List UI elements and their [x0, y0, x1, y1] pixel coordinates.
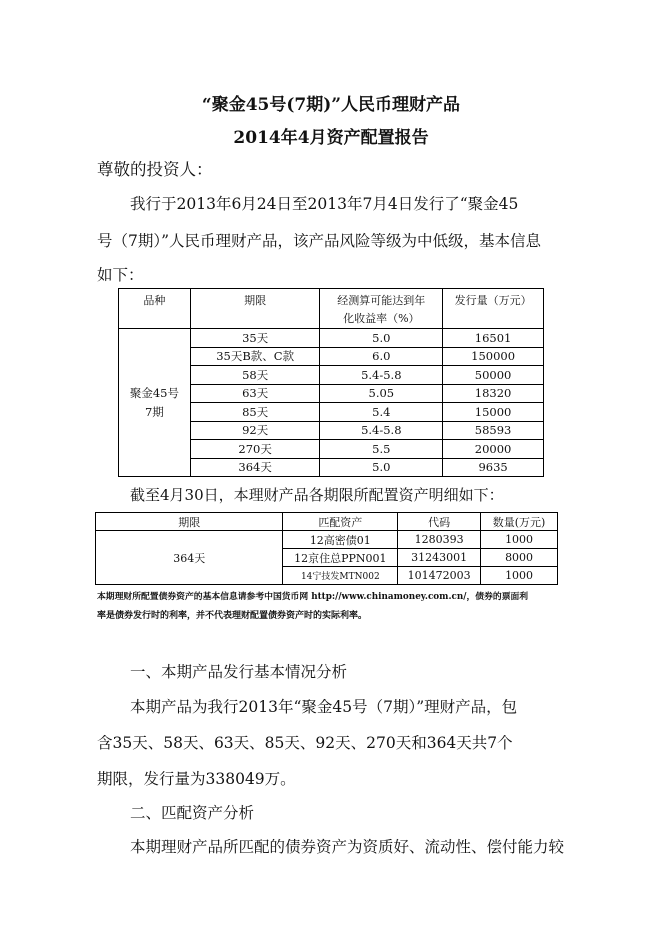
code-cell: 101472003: [398, 567, 481, 585]
header-product: 品种: [119, 289, 191, 329]
asset-term-cell: 364天: [96, 531, 283, 585]
header-volume: 发行量（万元）: [443, 289, 544, 329]
yield-cell: 5.0: [320, 458, 443, 477]
volume-cell: 150000: [443, 347, 544, 366]
term-cell: 270天: [190, 440, 320, 459]
qty-cell: 8000: [481, 549, 558, 567]
intro-line-2: 号（7期）”人民币理财产品，该产品风险等级为中低级，基本信息: [97, 232, 542, 250]
table-row: [96, 531, 558, 549]
term-cell: 35天: [190, 329, 320, 348]
note-line-2: 率是债券发行时的利率，并不代表理财配置债券资产时的实际利率。: [97, 611, 368, 621]
asset-cell: 12京住总PPN001: [283, 549, 398, 567]
title-line-2: 2014年4月资产配置报告: [233, 128, 429, 148]
volume-cell: 18320: [443, 384, 544, 403]
term-cell: 85天: [190, 403, 320, 422]
yield-cell: 5.0: [320, 329, 443, 348]
section-1-line-3: 期限，发行量为338049万。: [97, 770, 296, 788]
asset-cell: 12高密债01: [283, 531, 398, 549]
volume-cell: 20000: [443, 440, 544, 459]
product-name-line-1: 聚金45号: [129, 385, 179, 400]
qty-cell: 1000: [481, 567, 558, 585]
product-table-header: [119, 289, 544, 329]
note-line-1: 本期理财所配置债券资产的基本信息请参考中国货币网 http://www.chinamoney.com.cn/，债券的票面利: [97, 592, 529, 602]
section-1-line-1: 本期产品为我行2013年“聚金45号（7期）”理财产品，包: [130, 698, 518, 716]
asset-table: [95, 512, 558, 585]
section-1-heading: 一、本期产品发行基本情况分析: [130, 663, 348, 681]
salutation: 尊敬的投资人：: [97, 160, 213, 179]
intro-line-3: 如下：: [97, 266, 144, 284]
code-cell: 31243001: [398, 549, 481, 567]
yield-cell: 5.4-5.8: [320, 421, 443, 440]
header-qty: 数量(万元): [481, 513, 558, 531]
product-name-line-2: 7期: [144, 404, 164, 419]
header-code: 代码: [398, 513, 481, 531]
volume-cell: 9635: [443, 458, 544, 477]
yield-cell: 5.05: [320, 384, 443, 403]
volume-cell: 16501: [443, 329, 544, 348]
volume-cell: 15000: [443, 403, 544, 422]
term-cell: 63天: [190, 384, 320, 403]
asset-table-header: [96, 513, 558, 531]
yield-cell: 5.5: [320, 440, 443, 459]
product-name-cell: [119, 329, 191, 477]
product-table: [118, 288, 544, 477]
qty-cell: 1000: [481, 531, 558, 549]
yield-cell: 5.4-5.8: [320, 366, 443, 385]
term-cell: 364天: [190, 458, 320, 477]
term-cell: 92天: [190, 421, 320, 440]
volume-cell: 58593: [443, 421, 544, 440]
title-line-1: “聚金45号(7期)”人民币理财产品: [201, 95, 461, 115]
section-1-line-2: 含35天、58天、63天、85天、92天、270天和364天共7个: [97, 734, 513, 752]
yield-cell: 6.0: [320, 347, 443, 366]
table-row: [119, 329, 544, 348]
header-asset: 匹配资产: [283, 513, 398, 531]
section-2-heading: 二、匹配资产分析: [130, 804, 255, 822]
term-cell: 35天B款、C款: [190, 347, 320, 366]
section-2-line-1: 本期理财产品所匹配的债券资产为资质好、流动性、偿付能力较: [130, 838, 565, 856]
yield-cell: 5.4: [320, 403, 443, 422]
volume-cell: 50000: [443, 366, 544, 385]
term-cell: 58天: [190, 366, 320, 385]
code-cell: 1280393: [398, 531, 481, 549]
intro-line-1: 我行于2013年6月24日至2013年7月4日发行了“聚金45: [130, 195, 519, 213]
header-yield-line-1: 经测算可能达到年: [337, 294, 426, 307]
header-yield: [320, 289, 443, 329]
header-asset-term: 期限: [96, 513, 283, 531]
header-yield-line-2: 化收益率（%）: [343, 312, 420, 325]
asset-cell: 14宁技发MTN002: [283, 567, 398, 585]
header-term: 期限: [190, 289, 320, 329]
asset-intro: 截至4月30日，本理财产品各期限所配置资产明细如下：: [130, 486, 504, 504]
note-block: [97, 588, 565, 626]
